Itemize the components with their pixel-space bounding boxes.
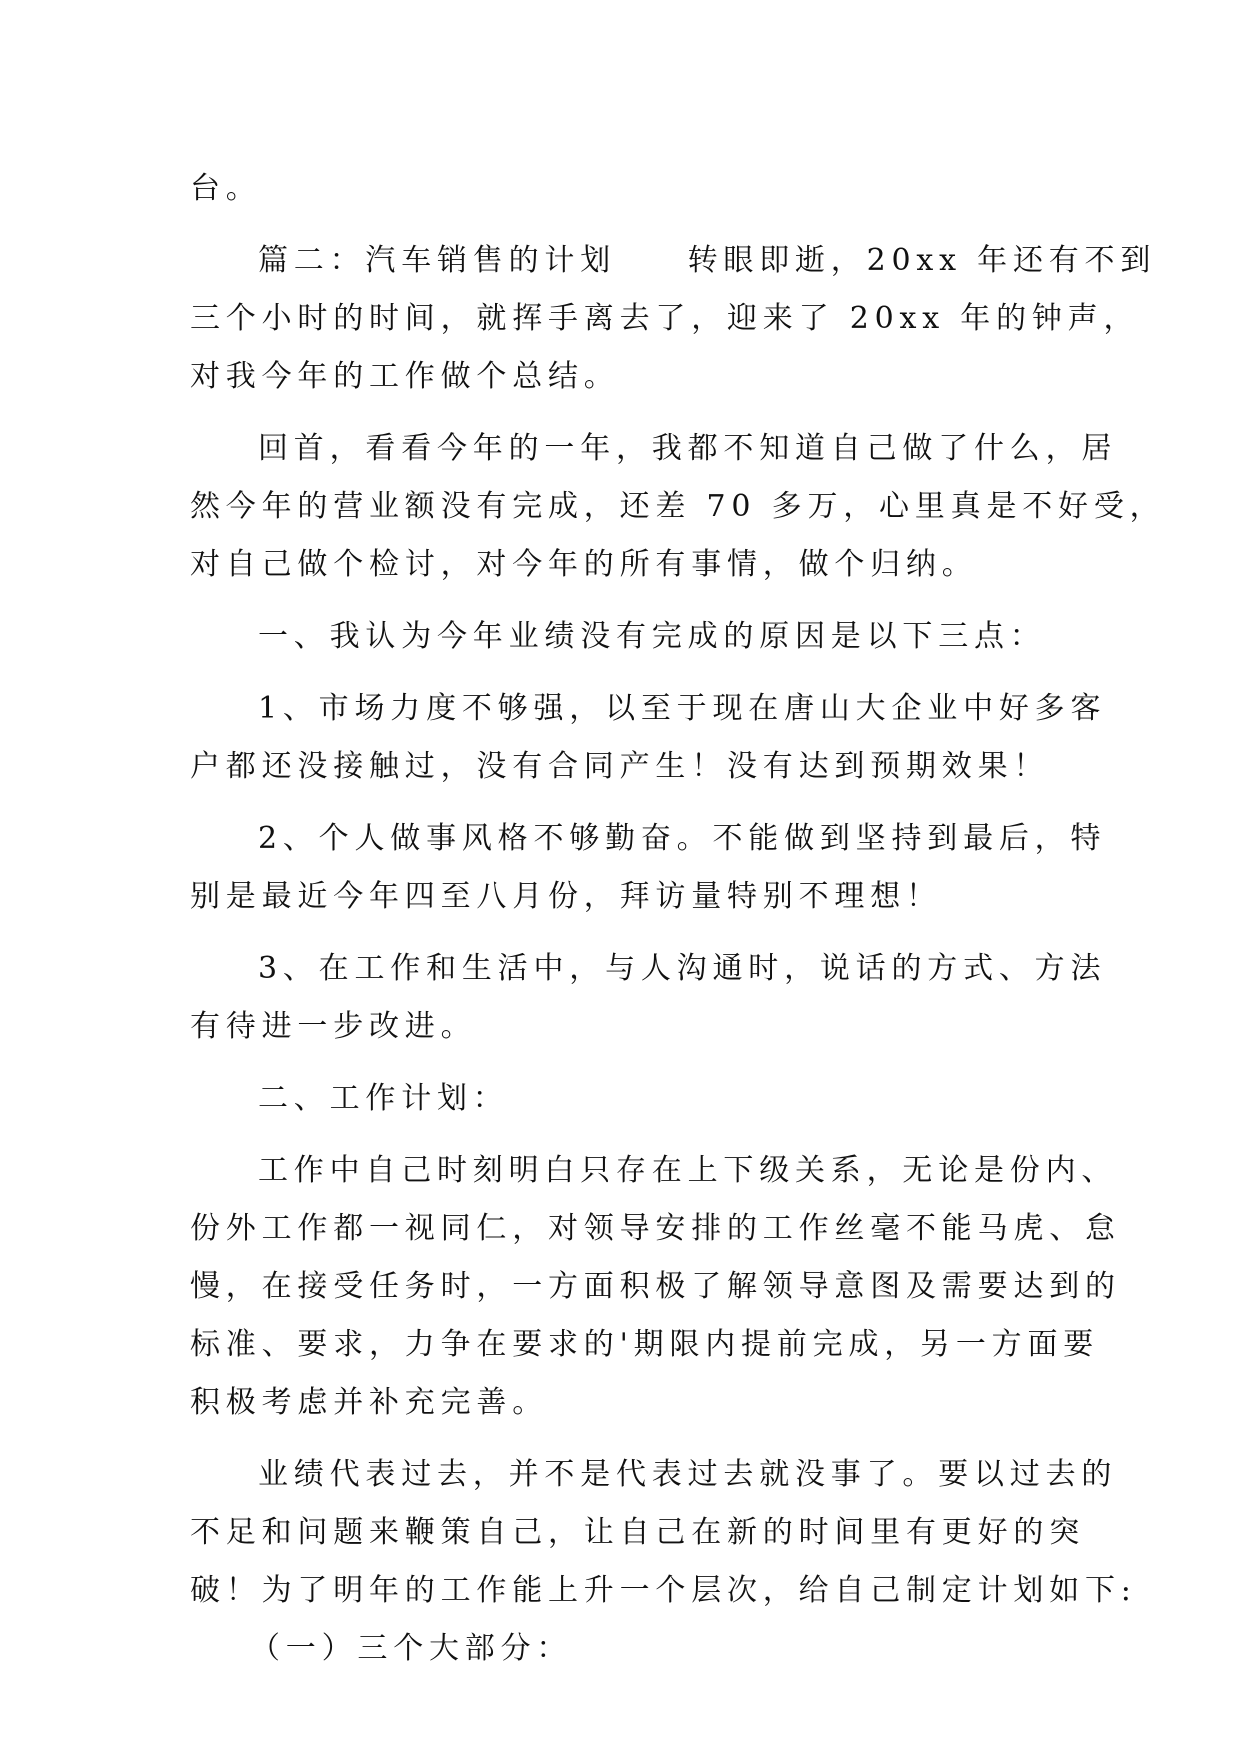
text-line: 工作中自己时刻明白只存在上下级关系，无论是份内、 bbox=[258, 1153, 1118, 1188]
text-line: 标准、要求，力争在要求的'期限内提前完成，另一方面要 bbox=[190, 1327, 1100, 1362]
text-line: 2、个人做事风格不够勤奋。不能做到坚持到最后，特 bbox=[258, 821, 1107, 856]
text-line: 业绩代表过去，并不是代表过去就没事了。要以过去的 bbox=[258, 1457, 1118, 1492]
text-line: 不足和问题来鞭策自己，让自己在新的时间里有更好的突 bbox=[190, 1515, 1085, 1550]
document-body bbox=[190, 160, 1166, 1678]
text-line: 1、市场力度不够强，以至于现在唐山大企业中好多客 bbox=[258, 691, 1107, 726]
text-line: 户都还没接触过，没有合同产生！没有达到预期效果！ bbox=[190, 749, 1050, 784]
text-line: 一、我认为今年业绩没有完成的原因是以下三点： bbox=[258, 619, 1046, 654]
text-line: 3、在工作和生活中，与人沟通时，说话的方式、方法 bbox=[258, 951, 1107, 986]
text-line: 积极考虑并补充完善。 bbox=[190, 1385, 548, 1420]
text-line: 台。 bbox=[190, 171, 262, 206]
text-line: 对自己做个检讨，对今年的所有事情，做个归纳。 bbox=[190, 547, 978, 582]
text-line: 二、工作计划： bbox=[258, 1081, 509, 1116]
text-line: 份外工作都一视同仁，对领导安排的工作丝毫不能马虎、怠 bbox=[190, 1211, 1121, 1246]
text-line: （一）三个大部分： bbox=[250, 1631, 573, 1666]
text-line: 破！为了明年的工作能上升一个层次，给自己制定计划如下: bbox=[190, 1573, 1137, 1608]
text-line: 慢，在接受任务时，一方面积极了解领导意图及需要达到的 bbox=[190, 1269, 1121, 1304]
text-line: 对我今年的工作做个总结。 bbox=[190, 359, 620, 394]
text-line: 有待进一步改进。 bbox=[190, 1009, 477, 1044]
text-line: 然今年的营业额没有完成，还差 70 多万，心里真是不好受， bbox=[190, 489, 1166, 524]
text-line: 篇二：汽车销售的计划 转眼即逝，20xx 年还有不到 bbox=[258, 243, 1157, 278]
text-line: 别是最近今年四至八月份，拜访量特别不理想！ bbox=[190, 879, 942, 914]
text-line: 三个小时的时间，就挥手离去了，迎来了 20xx 年的钟声， bbox=[190, 301, 1140, 336]
text-line: 回首，看看今年的一年，我都不知道自己做了什么，居 bbox=[258, 431, 1118, 466]
